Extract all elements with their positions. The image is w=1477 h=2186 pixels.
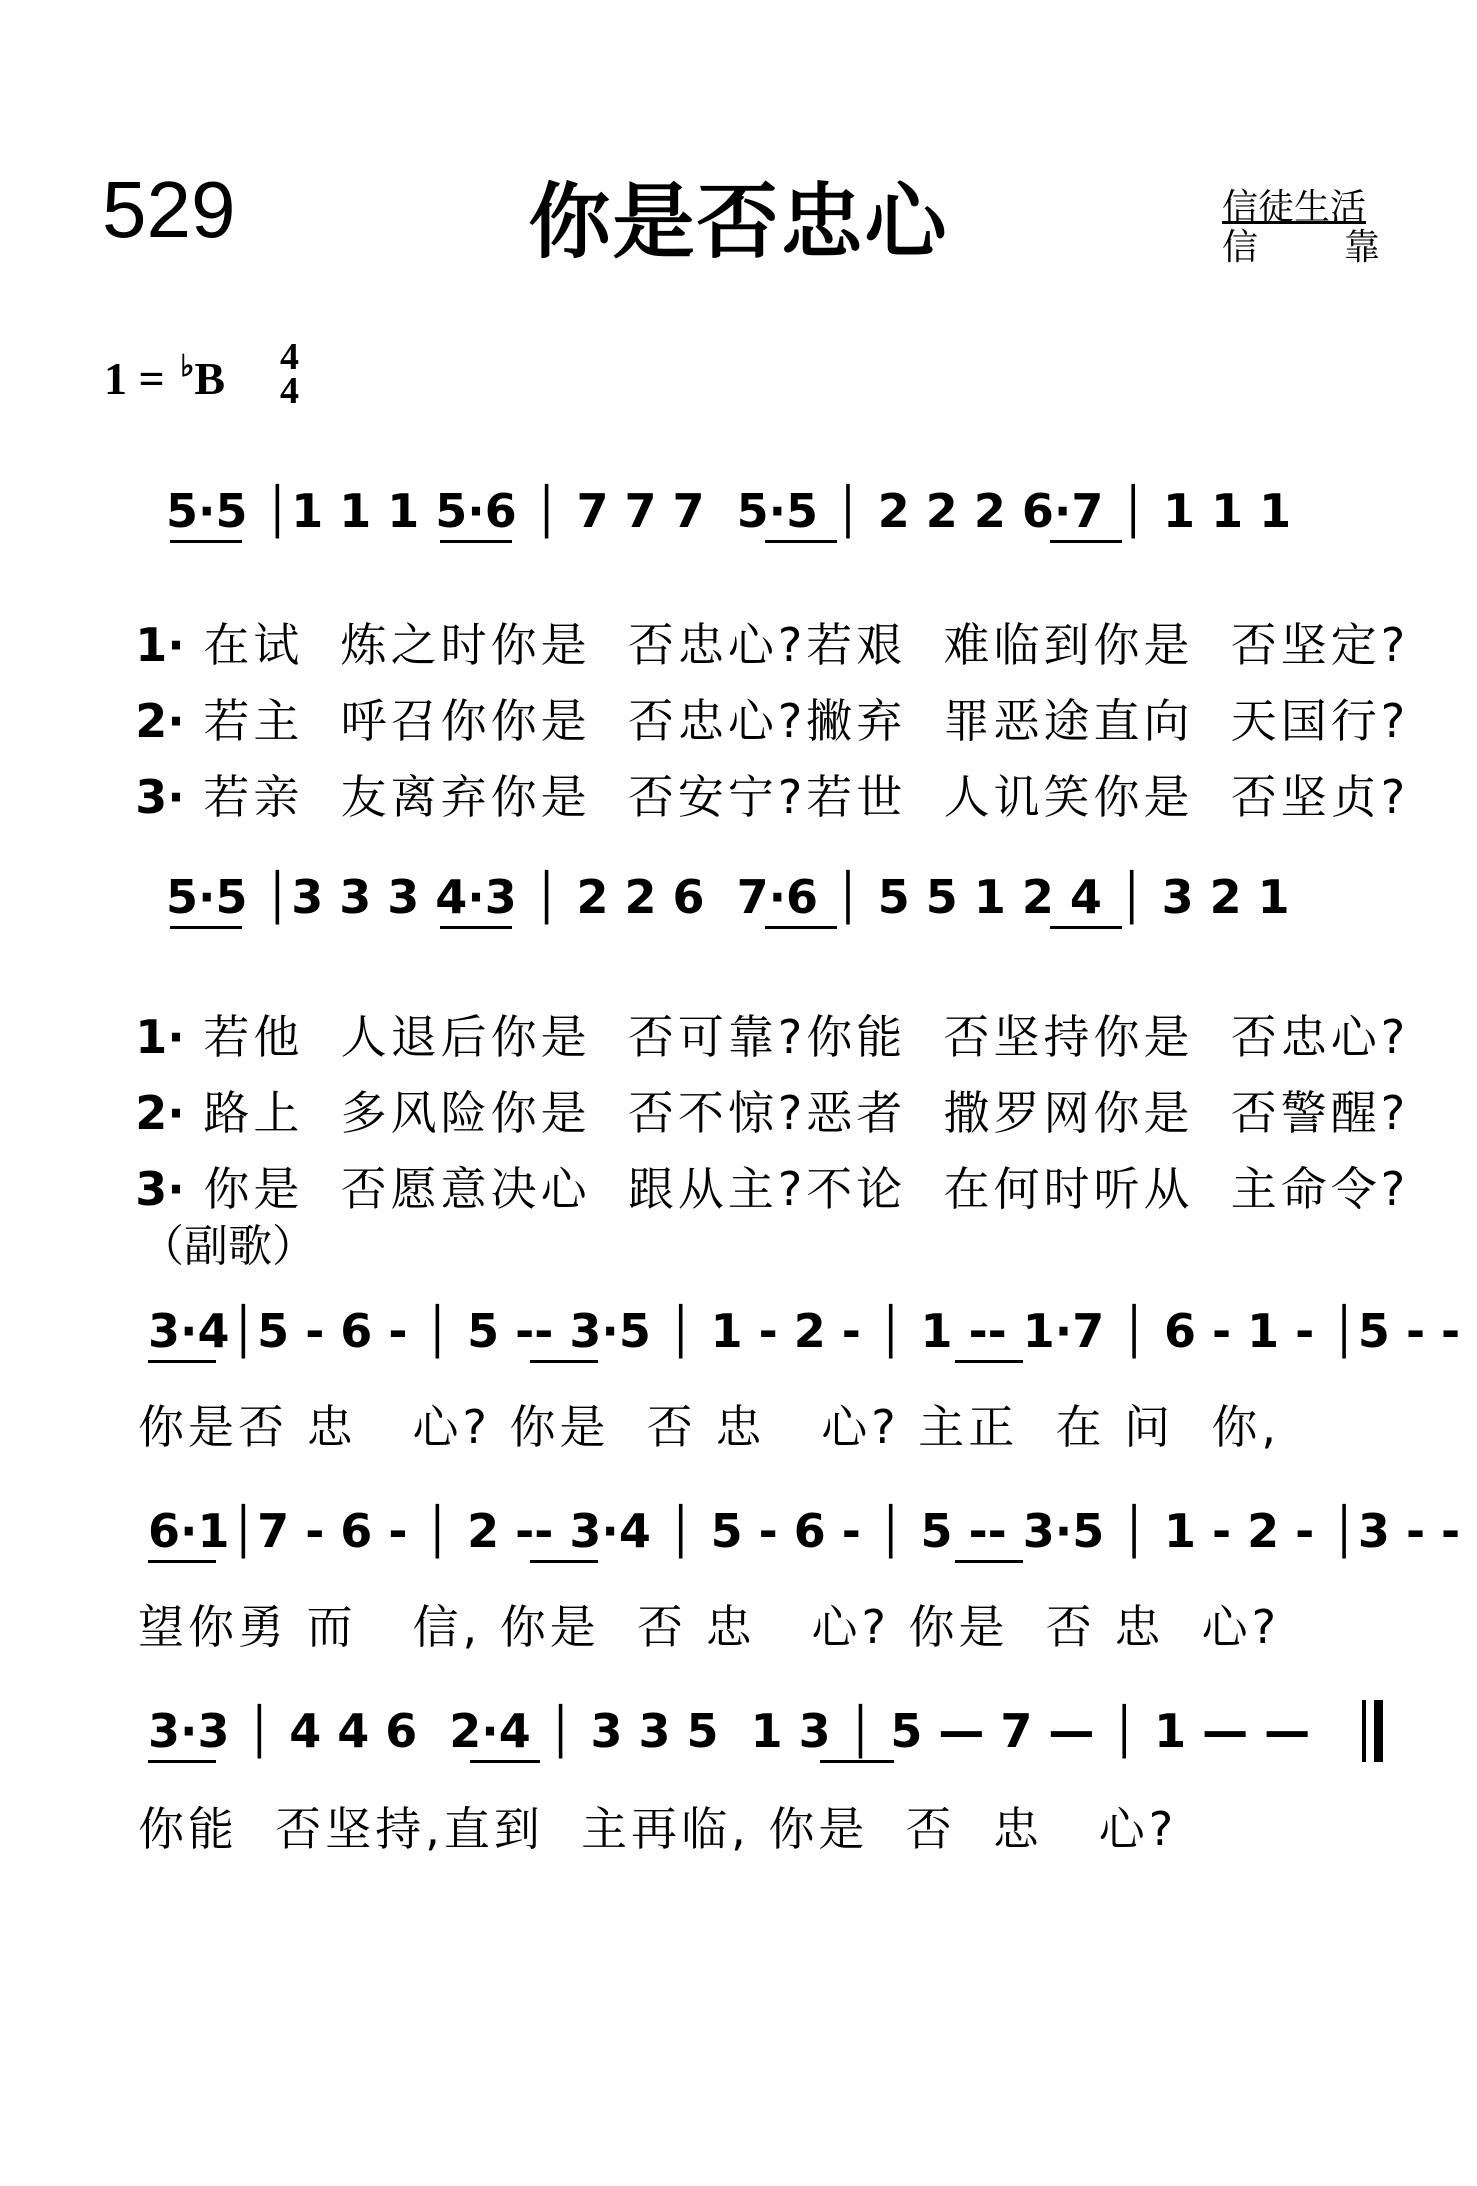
- beam-underline: [148, 1360, 216, 1363]
- verse-text: 路上 多风险你是 否不惊?恶者 撒罗网你是 否警醒?: [203, 1086, 1410, 1140]
- flat-symbol: ♭: [180, 350, 195, 383]
- beam-underline: [530, 1560, 598, 1563]
- hymn-title: 你是否忠心: [528, 175, 949, 270]
- verse-text: 若亲 友离弃你是 否安宁?若世 人讥笑你是 否坚贞?: [203, 770, 1410, 824]
- chorus-lyric-1: 你是否 忠 心? 你是 否 忠 心? 主正 在 问 你,: [138, 1400, 1281, 1454]
- beam-underline: [765, 926, 837, 929]
- beam-underline: [1050, 926, 1122, 929]
- verse-number: 1·: [135, 1010, 185, 1064]
- verse-text: 若他 人退后你是 否可靠?你能 否坚持你是 否忠心?: [203, 1010, 1410, 1064]
- final-barline-thin: [1362, 1700, 1366, 1762]
- verse-number: 2·: [135, 694, 185, 748]
- chorus-notation-2: 6·1│7 - 6 - │ 2 -- 3·4 │ 5 - 6 - │ 5 -- 3·5 │ 1 - 2 - │3 - -: [148, 1504, 1461, 1558]
- key-note: B: [194, 353, 226, 404]
- final-barline-thick: [1374, 1700, 1383, 1762]
- beam-underline: [765, 540, 837, 543]
- verse-number: 3·: [135, 1162, 185, 1216]
- hymn-number: 529: [102, 165, 236, 254]
- verse-text: 若主 呼召你你是 否忠心?撇弃 罪恶途直向 天国行?: [203, 694, 1410, 748]
- verse-text: 在试 炼之时你是 否忠心?若艰 难临到你是 否坚定?: [203, 618, 1410, 672]
- time-signature: [280, 336, 299, 412]
- verse-number: 2·: [135, 1086, 185, 1140]
- time-signature-top: 4: [280, 336, 299, 378]
- beam-underline: [530, 1360, 598, 1363]
- subcategory-char-2: 靠: [1343, 227, 1380, 268]
- subcategory-char-1: 信: [1222, 227, 1259, 268]
- beam-underline: [955, 1360, 1023, 1363]
- key-signature: [104, 352, 225, 405]
- beam-underline: [440, 540, 512, 543]
- notation-line-2: 5·5 │3 3 3 4·3 │ 2 2 6 7·6 │ 5 5 1 2 4 │ 3 2 1: [150, 870, 1290, 924]
- beam-underline: [820, 1760, 894, 1763]
- subcategory-label: [1222, 228, 1380, 268]
- beam-underline: [440, 926, 512, 929]
- key-prefix: 1 =: [104, 353, 177, 404]
- chorus-notation-1: 3·4│5 - 6 - │ 5 -- 3·5 │ 1 - 2 - │ 1 -- 1·7 │ 6 - 1 - │5 - -: [148, 1304, 1461, 1358]
- chorus-label: （副歌）: [140, 1221, 316, 1272]
- beam-underline: [470, 1760, 540, 1763]
- beam-underline: [148, 1760, 216, 1763]
- notation-line-1: 5·5 │1 1 1 5·6 │ 7 7 7 5·5 │ 2 2 2 6·7 │ 1 1 1: [150, 484, 1292, 538]
- time-signature-bottom: 4: [280, 370, 299, 412]
- beam-underline: [170, 540, 242, 543]
- verse-line-2-3: [98, 1120, 1410, 1216]
- category-label: 信徒生活: [1222, 187, 1367, 228]
- beam-underline: [955, 1560, 1023, 1563]
- verse-number: 3·: [135, 770, 185, 824]
- verse-line-1-3: [98, 728, 1410, 824]
- verse-number: 1·: [135, 618, 185, 672]
- beam-underline: [148, 1560, 216, 1563]
- chorus-notation-3: 3·3 │ 4 4 6 2·4 │ 3 3 5 1 3 │ 5 — 7 — │ 1 — —: [148, 1704, 1311, 1758]
- beam-underline: [170, 926, 242, 929]
- verse-text: 你是 否愿意决心 跟从主?不论 在何时听从 主命令?: [203, 1162, 1410, 1216]
- beam-underline: [1050, 540, 1122, 543]
- chorus-lyric-2: 望你勇 而 信, 你是 否 忠 心? 你是 否 忠 心?: [138, 1600, 1281, 1654]
- chorus-lyric-3: 你能 否坚持,直到 主再临, 你是 否 忠 心?: [138, 1802, 1178, 1856]
